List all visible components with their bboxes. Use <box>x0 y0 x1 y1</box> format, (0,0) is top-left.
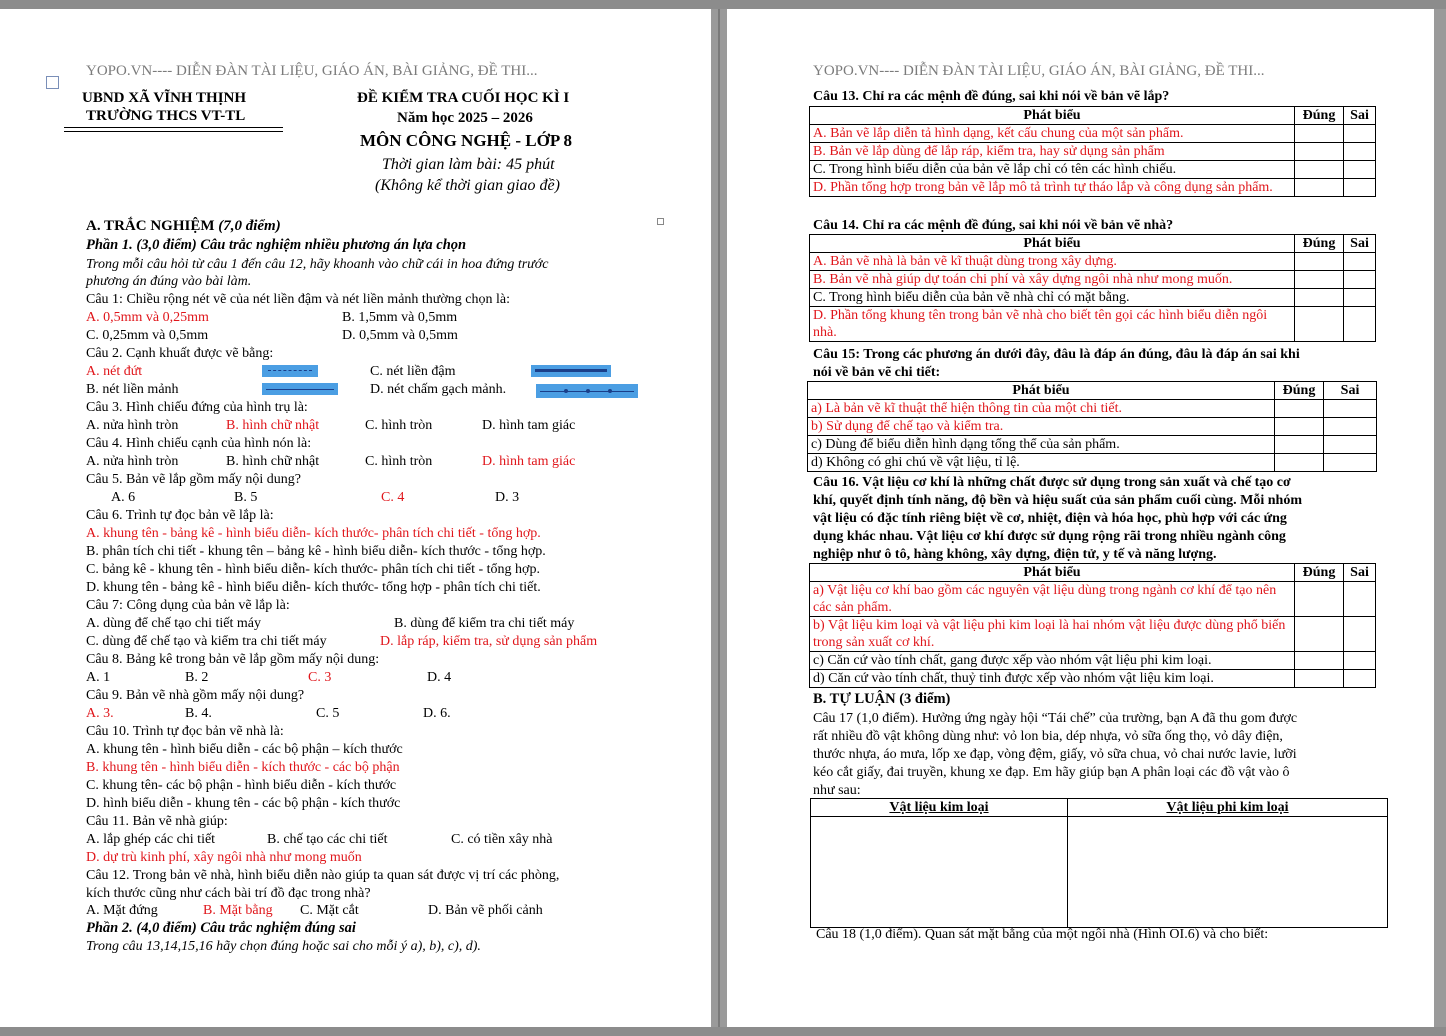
q10-option-c: C. khung tên- các bộ phận - hình biểu diễn - kích thước <box>86 778 397 793</box>
q7-option-a: A. dùng để chế tạo chi tiết máy <box>86 616 261 631</box>
part-1-instruction-1: Trong mỗi câu hỏi từ câu 1 đến câu 12, hãy khoanh vào chữ cái in hoa đứng trước <box>86 257 549 272</box>
q3-option-c: C. hình tròn <box>365 418 433 433</box>
question-16-line-3: vật liệu có đặc tính riêng biệt về cơ, nhiệt, điện và hóa học, phù hợp với các ứng <box>813 511 1287 526</box>
q14-b-false-cell[interactable] <box>1344 271 1376 289</box>
right-gutter <box>1434 9 1446 1027</box>
q16-d-true-cell[interactable] <box>1295 670 1344 688</box>
question-15-line-2: nói về bản vẽ chi tiết: <box>813 365 941 380</box>
question-1: Câu 1: Chiều rộng nét vẽ của nét liền đậm và nét liền mảnh thường chọn là: <box>86 292 510 307</box>
q17-classification-table <box>810 798 1388 928</box>
q8-option-b: B. 2 <box>185 670 209 685</box>
text-boundary-marker <box>657 218 664 225</box>
question-9: Câu 9. Bản vẽ nhà gồm mấy nội dung? <box>86 688 305 703</box>
q6-option-d: D. khung tên - bảng kê - hình biểu diễn- kích thước- tổng hợp - phân tích chi tiết. <box>86 580 541 595</box>
q7-option-c: C. dùng để chế tạo và kiểm tra chi tiết máy <box>86 634 327 649</box>
school-line-2: TRƯỜNG THCS VT-TL <box>86 108 246 124</box>
q2-option-a: A. nét đứt <box>86 364 143 379</box>
q9-option-a: A. 3. <box>86 706 114 721</box>
q8-option-a: A. 1 <box>86 670 111 685</box>
q17-header-metal: Vật liệu kim loại <box>811 799 1068 817</box>
q15-a-false-cell[interactable] <box>1324 400 1377 418</box>
q15-row-a: a) Là bản vẽ kĩ thuật thể hiện thông tin của một chi tiết. <box>808 400 1275 418</box>
part-2-instruction: Trong câu 13,14,15,16 hãy chọn đúng hoặc sai cho mỗi ý a), b), c), d). <box>86 939 481 954</box>
part-b-heading: B. TỰ LUẬN (3 điểm) <box>813 691 951 707</box>
q13-header-statement: Phát biểu <box>810 107 1295 125</box>
school-underline <box>64 127 283 132</box>
part-a-heading: A. TRẮC NGHIỆM (7,0 điểm) <box>86 218 281 234</box>
q11-option-d: D. dự trù kinh phí, xây ngôi nhà như mong muốn <box>86 850 362 865</box>
q12-option-a: A. Mặt đứng <box>86 903 158 918</box>
q13-row-b: B. Bản vẽ lắp dùng để lắp ráp, kiểm tra, hay sử dụng sản phẩm <box>810 143 1295 161</box>
q12-option-b: B. Mặt bằng <box>203 903 273 918</box>
q1-option-d: D. 0,5mm và 0,5mm <box>342 328 458 343</box>
table-move-handle-icon[interactable] <box>46 76 59 89</box>
q15-table <box>807 381 1377 472</box>
page-header: YOPO.VN---- DIỄN ĐÀN TÀI LIỆU, GIÁO ÁN, BÀI GIẢNG, ĐỀ THI... <box>86 63 538 79</box>
question-17-line-4: kéo cắt giấy, đai truyền, khung xe đạp. Em hãy giúp bạn A phân loại các đồ vật vào ô <box>813 765 1290 780</box>
question-16-line-1: Câu 16. Vật liệu cơ khí là những chất được sử dụng trong sản xuất và chế tạo cơ <box>813 475 1291 490</box>
q13-row-a: A. Bản vẽ lắp diễn tả hình dạng, kết cấu chung của một sản phẩm. <box>810 125 1295 143</box>
q13-d-true-cell[interactable] <box>1295 179 1344 197</box>
question-16-line-2: khí, quyết định tính năng, độ bền và hiệu suất của sản phẩm cuối cùng. Mỗi nhóm <box>813 493 1302 508</box>
q9-option-c: C. 5 <box>316 706 340 721</box>
q14-header-false: Sai <box>1344 235 1376 253</box>
q17-metal-cell[interactable] <box>811 817 1068 928</box>
q5-option-c: C. 4 <box>381 490 405 505</box>
q14-row-b: B. Bản vẽ nhà giúp dự toán chi phí và xây dựng ngôi nhà như mong muốn. <box>810 271 1295 289</box>
q13-d-false-cell[interactable] <box>1344 179 1376 197</box>
q13-header-true: Đúng <box>1295 107 1344 125</box>
q14-d-false-cell[interactable] <box>1344 307 1376 342</box>
q5-option-d: D. 3 <box>495 490 520 505</box>
q15-d-false-cell[interactable] <box>1324 454 1377 472</box>
q14-table <box>809 234 1376 342</box>
q17-nonmetal-cell[interactable] <box>1068 817 1388 928</box>
question-6: Câu 6. Trình tự đọc bản vẽ lắp là: <box>86 508 274 523</box>
exam-subject: MÔN CÔNG NGHỆ - LỚP 8 <box>360 131 573 150</box>
q16-header-false: Sai <box>1344 564 1376 582</box>
question-16-line-5: nghiệp như ô tô, hàng không, xây dựng, điện tử, y tế và năng lượng. <box>813 547 1217 562</box>
q8-option-d: D. 4 <box>427 670 452 685</box>
question-11: Câu 11. Bản vẽ nhà giúp: <box>86 814 228 829</box>
q9-option-b: B. 4. <box>185 706 212 721</box>
q16-a-false-cell[interactable] <box>1344 582 1376 617</box>
window-top-bar <box>0 0 1446 9</box>
q14-d-true-cell[interactable] <box>1295 307 1344 342</box>
question-14: Câu 14. Chỉ ra các mệnh đề đúng, sai khi nói về bản vẽ nhà? <box>813 218 1174 233</box>
question-12-line-1: Câu 12. Trong bản vẽ nhà, hình biểu diễn nào giúp ta quan sát được vị trí các phòng, <box>86 868 560 883</box>
q15-c-false-cell[interactable] <box>1324 436 1377 454</box>
q10-option-b: B. khung tên - hình biểu diễn - kích thước - các bộ phận <box>86 760 400 775</box>
q1-option-a: A. 0,5mm và 0,25mm <box>86 310 209 325</box>
q14-header-statement: Phát biểu <box>810 235 1295 253</box>
q14-c-true-cell[interactable] <box>1295 289 1344 307</box>
question-15-line-1: Câu 15: Trong các phương án dưới đây, đâu là đáp án đúng, đâu là đáp án sai khi <box>813 347 1300 362</box>
q14-a-false-cell[interactable] <box>1344 253 1376 271</box>
q15-header-statement: Phát biểu <box>808 382 1275 400</box>
q15-header-true: Đúng <box>1275 382 1324 400</box>
page-header-2: YOPO.VN---- DIỄN ĐÀN TÀI LIỆU, GIÁO ÁN, BÀI GIẢNG, ĐỀ THI... <box>813 63 1265 79</box>
page-gap-line <box>718 9 720 1027</box>
q13-c-true-cell[interactable] <box>1295 161 1344 179</box>
q11-option-a: A. lắp ghép các chi tiết <box>86 832 216 847</box>
q13-a-false-cell[interactable] <box>1344 125 1376 143</box>
q4-option-d: D. hình tam giác <box>482 454 576 469</box>
q15-a-true-cell[interactable] <box>1275 400 1324 418</box>
question-4: Câu 4. Hình chiếu cạnh của hình nón là: <box>86 436 312 451</box>
q3-option-a: A. nửa hình tròn <box>86 418 179 433</box>
question-5: Câu 5. Bản vẽ lắp gồm mấy nội dung? <box>86 472 302 487</box>
q11-option-b: B. chế tạo các chi tiết <box>267 832 388 847</box>
q15-d-true-cell[interactable] <box>1275 454 1324 472</box>
question-12-line-2: kích thước cũng như cách bài trí đồ đạc trong nhà? <box>86 886 371 901</box>
q16-c-true-cell[interactable] <box>1295 652 1344 670</box>
thin-line-icon <box>262 383 338 395</box>
q15-b-false-cell[interactable] <box>1324 418 1377 436</box>
thick-line-icon <box>531 365 611 377</box>
part-1-instruction-2: phương án đúng vào bài làm. <box>86 274 252 289</box>
q14-header-true: Đúng <box>1295 235 1344 253</box>
q2-option-d: D. nét chấm gạch mảnh. <box>370 382 507 397</box>
q14-row-a: A. Bản vẽ nhà là bản vẽ kĩ thuật dùng trong xây dựng. <box>810 253 1295 271</box>
q4-option-b: B. hình chữ nhật <box>226 454 320 469</box>
question-13: Câu 13. Chỉ ra các mệnh đề đúng, sai khi nói về bản vẽ lắp? <box>813 89 1170 104</box>
q16-header-true: Đúng <box>1295 564 1344 582</box>
q13-row-d: D. Phần tổng hợp trong bản vẽ lắp mô tả trình tự tháo lắp và công dụng sản phẩm. <box>810 179 1295 197</box>
q16-c-false-cell[interactable] <box>1344 652 1376 670</box>
exam-time: Thời gian làm bài: 45 phút <box>382 156 555 173</box>
q7-option-d: D. lắp ráp, kiểm tra, sử dụng sản phẩm <box>380 634 598 649</box>
q8-option-c: C. 3 <box>308 670 332 685</box>
q3-option-d: D. hình tam giác <box>482 418 576 433</box>
question-2: Câu 2. Cạnh khuất được vẽ bằng: <box>86 346 274 361</box>
q4-option-c: C. hình tròn <box>365 454 433 469</box>
q11-option-c: C. có tiền xây nhà <box>451 832 553 847</box>
q14-row-c: C. Trong hình biểu diễn của bản vẽ nhà chỉ có mặt bằng. <box>810 289 1295 307</box>
q14-a-true-cell[interactable] <box>1295 253 1344 271</box>
q16-a-true-cell[interactable] <box>1295 582 1344 617</box>
exam-note: (Không kể thời gian giao đề) <box>375 177 560 194</box>
part-2-label: Phần 2. (4,0 điểm) Câu trắc nghiệm đúng sai <box>86 920 356 936</box>
q16-b-true-cell[interactable] <box>1295 617 1344 652</box>
question-17-line-3: thước nhựa, áo mưa, lốp xe đạp, vòng đệm, giấy, vỏ sữa chua, vỏ chai nước lavie, lưỡi <box>813 747 1297 762</box>
question-18: Câu 18 (1,0 điểm). Quan sát mặt bằng của một ngôi nhà (Hình OI.6) và cho biết: <box>816 927 1269 942</box>
q13-b-true-cell[interactable] <box>1295 143 1344 161</box>
q15-header-false: Sai <box>1324 382 1377 400</box>
q5-option-a: A. 6 <box>111 490 136 505</box>
question-8: Câu 8. Bảng kê trong bản vẽ lắp gồm mấy nội dung: <box>86 652 380 667</box>
q14-row-d: D. Phần tổng khung tên trong bản vẽ nhà cho biết tên gọi các hình biểu diễn ngôi nhà. <box>810 307 1295 342</box>
q15-row-b: b) Sử dụng để chế tạo và kiểm tra. <box>808 418 1275 436</box>
question-3: Câu 3. Hình chiếu đứng của hình trụ là: <box>86 400 308 415</box>
question-17-line-5: như sau: <box>813 783 861 798</box>
q16-b-false-cell[interactable] <box>1344 617 1376 652</box>
exam-year: Năm học 2025 – 2026 <box>397 110 533 126</box>
dash-dot-line-icon <box>536 384 638 398</box>
q14-b-true-cell[interactable] <box>1295 271 1344 289</box>
q16-row-b: b) Vật liệu kim loại và vật liệu phi kim loại là hai nhóm vật liệu được dùng phổ biến trong sản xuất cơ khí. <box>810 617 1295 652</box>
q14-c-false-cell[interactable] <box>1344 289 1376 307</box>
question-10: Câu 10. Trình tự đọc bản vẽ nhà là: <box>86 724 284 739</box>
q13-b-false-cell[interactable] <box>1344 143 1376 161</box>
q16-header-statement: Phát biểu <box>810 564 1295 582</box>
q10-option-a: A. khung tên - hình biểu diễn - các bộ phận – kích thước <box>86 742 403 757</box>
q16-row-d: d) Căn cứ vào tính chất, thuỷ tinh được xếp vào nhóm vật liệu kim loại. <box>810 670 1295 688</box>
q10-option-d: D. hình biểu diễn - khung tên - các bộ phận - kích thước <box>86 796 401 811</box>
question-16-line-4: dụng khác nhau. Vật liệu cơ khí được sử dụng rộng rãi trong nhiều ngành công <box>813 529 1286 544</box>
q2-option-c: C. nét liền đậm <box>370 364 456 379</box>
q15-c-true-cell[interactable] <box>1275 436 1324 454</box>
exam-title: ĐỀ KIỂM TRA CUỐI HỌC KÌ I <box>357 90 570 106</box>
window-bottom-bar <box>0 1027 1446 1036</box>
q13-row-c: C. Trong hình biểu diễn của bản vẽ lắp chỉ có tên các hình chiếu. <box>810 161 1295 179</box>
q13-table <box>809 106 1376 197</box>
q1-option-c: C. 0,25mm và 0,5mm <box>86 328 209 343</box>
part-1-label: Phần 1. (3,0 điểm) Câu trắc nghiệm nhiều phương án lựa chọn <box>86 237 467 253</box>
question-17-line-1: Câu 17 (1,0 điểm). Hưởng ứng ngày hội “Tái chế” của trường, bạn A đã thu gom được <box>813 711 1298 726</box>
q17-header-nonmetal: Vật liệu phi kim loại <box>1068 799 1388 817</box>
q16-d-false-cell[interactable] <box>1344 670 1376 688</box>
document-page-2 <box>727 9 1434 1027</box>
q2-option-b: B. nét liền mảnh <box>86 382 179 397</box>
q7-option-b: B. dùng để kiểm tra chi tiết máy <box>394 616 575 631</box>
document-page-1 <box>0 9 711 1027</box>
q15-row-c: c) Dùng để biểu diễn hình dạng tổng thể của sản phẩm. <box>808 436 1275 454</box>
q16-table <box>809 563 1376 688</box>
q13-header-false: Sai <box>1344 107 1376 125</box>
q13-c-false-cell[interactable] <box>1344 161 1376 179</box>
question-7: Câu 7: Công dụng của bản vẽ lắp là: <box>86 598 290 613</box>
q3-option-b: B. hình chữ nhật <box>226 418 320 433</box>
q6-option-c: C. bảng kê - khung tên - hình biểu diễn- kích thước- phân tích chi tiết - tổng hợp. <box>86 562 540 577</box>
q16-row-c: c) Căn cứ vào tính chất, gang được xếp vào nhóm vật liệu phi kim loại. <box>810 652 1295 670</box>
q13-a-true-cell[interactable] <box>1295 125 1344 143</box>
question-17-line-2: rất nhiều đồ vật không dùng như: vỏ lon bia, dép nhựa, vỏ sữa ống thọ, vỏ dây điện, <box>813 729 1283 744</box>
q5-option-b: B. 5 <box>234 490 258 505</box>
q12-option-d: D. Bản vẽ phối cảnh <box>428 903 543 918</box>
q4-option-a: A. nửa hình tròn <box>86 454 179 469</box>
q15-row-d: d) Không có ghi chú về vật liệu, tỉ lệ. <box>808 454 1275 472</box>
dashed-line-icon <box>262 365 318 377</box>
q6-option-a: A. khung tên - bảng kê - hình biểu diễn- kích thước- phân tích chi tiết - tổng hợp. <box>86 526 541 541</box>
q16-row-a: a) Vật liệu cơ khí bao gồm các nguyên vật liệu dùng trong ngành cơ khí để tạo nên các sản phẩm. <box>810 582 1295 617</box>
q1-option-b: B. 1,5mm và 0,5mm <box>342 310 458 325</box>
q6-option-b: B. phân tích chi tiết - khung tên – bảng kê - hình biểu diễn- kích thước - tổng hợp. <box>86 544 546 559</box>
q9-option-d: D. 6. <box>423 706 451 721</box>
q15-b-true-cell[interactable] <box>1275 418 1324 436</box>
school-line-1: UBND XÃ VĨNH THỊNH <box>82 90 247 106</box>
q12-option-c: C. Mặt cắt <box>300 903 359 918</box>
